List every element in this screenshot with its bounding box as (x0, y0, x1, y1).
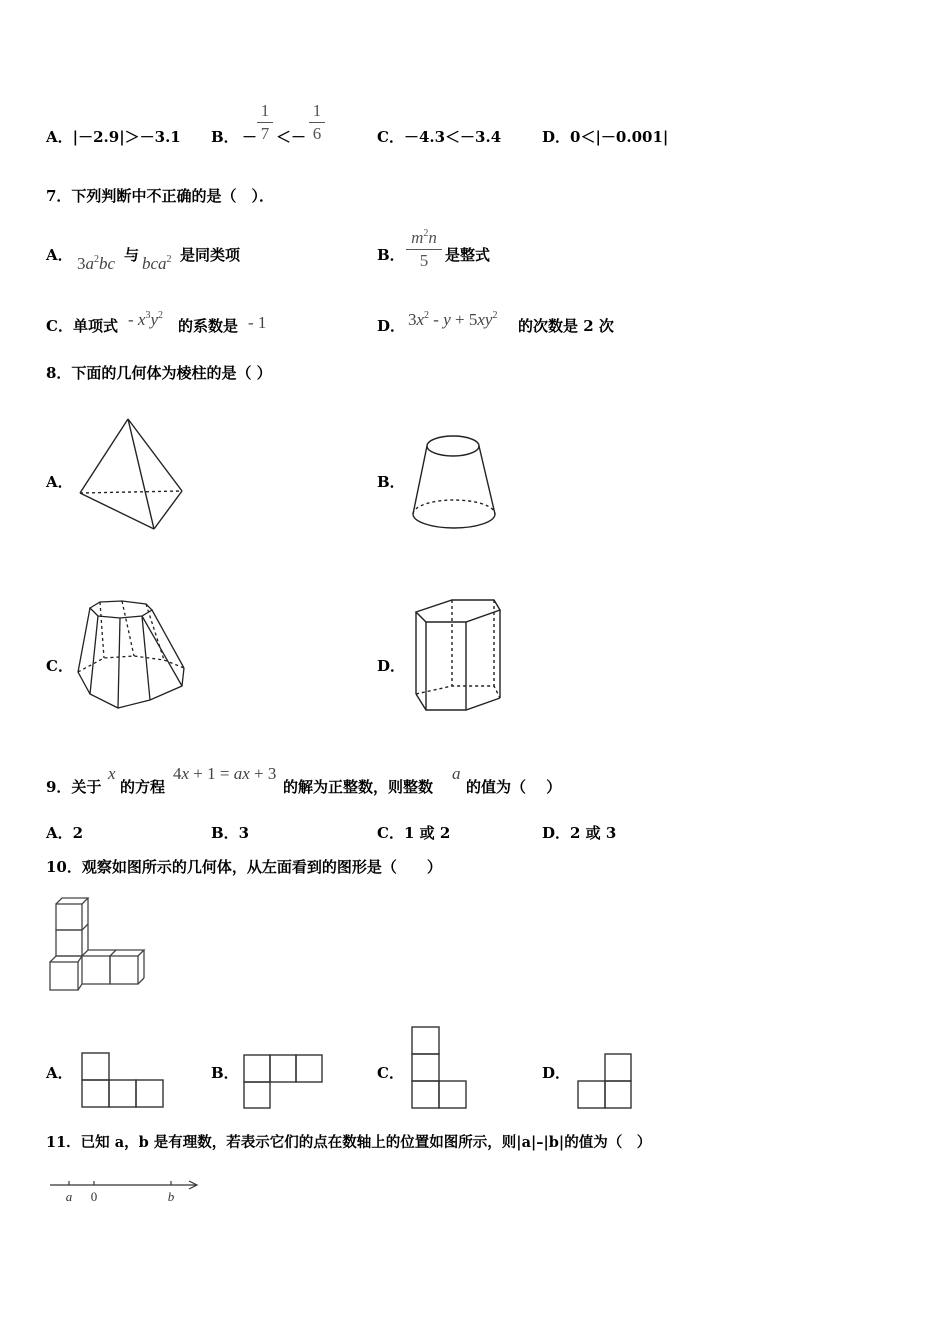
q9-stem-part2: 的方程 (120, 778, 166, 796)
axis-label-b: b (167, 1189, 175, 1204)
q9-option-c[interactable]: C．1 或 2 (377, 824, 451, 842)
q7-option-a-label[interactable]: A． (46, 246, 73, 264)
q9-option-a[interactable]: A．2 (46, 824, 84, 842)
q9-stem-part4: 的值为（ ） (466, 778, 562, 796)
q6-option-b-lt: ＜－ (276, 128, 307, 146)
q7-a-expr2: bca$^2$ (142, 254, 172, 273)
q8-option-b-label[interactable]: B． (377, 473, 405, 491)
option-label: D． (542, 128, 571, 146)
option-text: |－2.9|＞－3.1 (72, 128, 181, 146)
q8-option-a-label[interactable]: A． (46, 473, 73, 491)
tetrahedron-figure (70, 415, 190, 535)
q6-option-d[interactable] (542, 128, 668, 146)
fraction-numerator: 1 (312, 101, 322, 120)
q6-fraction-1 (257, 101, 273, 144)
q6-option-a[interactable] (46, 128, 181, 146)
q7-stem: 7．下列判断中不正确的是（ ）． (46, 187, 274, 205)
option-text: －4.3＜－3.4 (403, 128, 502, 146)
q10-option-c-view (411, 1026, 469, 1110)
q10-option-a-label[interactable]: A． (46, 1064, 73, 1082)
q7-option-d-label[interactable]: D． (377, 317, 406, 335)
fraction-denominator: 7 (260, 124, 270, 143)
q10-stem: 10．观察如图所示的几何体，从左面看到的图形是（ ） (46, 858, 442, 876)
q7-c-val: - 1 (248, 313, 267, 332)
option-label: A． (46, 128, 73, 146)
fraction-denominator: 6 (312, 124, 322, 143)
q7-b-tail: 是整式 (445, 246, 491, 264)
q7-c-expr: - $x^3y^2$ (128, 310, 164, 329)
q10-option-d-label[interactable]: D． (542, 1064, 571, 1082)
q9-option-d[interactable]: D．2 或 3 (542, 824, 617, 842)
fraction-bar (309, 122, 325, 123)
option-text: 0＜|－0.001| (570, 128, 669, 146)
q6-option-b-label[interactable]: B． (211, 128, 239, 146)
q6-option-b-minus: － (242, 128, 258, 146)
q10-option-d-view (577, 1053, 635, 1110)
q6-option-c[interactable] (377, 128, 501, 146)
q7-d-tail: 的次数是 2 次 (518, 317, 614, 335)
q8-option-c-label[interactable]: C． (46, 657, 73, 675)
q7-a-tail: 是同类项 (180, 246, 241, 264)
hexagonal-prism-figure (410, 594, 510, 718)
q10-option-a-view (81, 1052, 165, 1109)
q8-stem: 8．下面的几何体为棱柱的是（ ） (46, 364, 272, 382)
q7-c-mid: 的系数是 (178, 317, 239, 335)
frustum-of-pyramid-figure (74, 598, 194, 718)
q11-stem: 11．已知 a，b 是有理数，若表示它们的点在数轴上的位置如图所示，则|a|–|b|的值为（ ） (46, 1134, 652, 1151)
q9-stem-part3: 的解为正整数，则整数 (283, 778, 434, 796)
cube-stack-figure (46, 894, 156, 994)
option-label: C． (377, 128, 404, 146)
number-line (48, 1176, 203, 1206)
fraction-numerator: 1 (260, 101, 270, 120)
q7-b-fraction (406, 224, 442, 271)
q9-stem-part1: 9．关于 (46, 778, 102, 796)
q9-var-a: a (452, 764, 461, 783)
frustum-of-cone-figure (405, 432, 505, 532)
fraction-bar (257, 122, 273, 123)
q9-var-x: x (108, 764, 116, 783)
q10-option-b-view (243, 1054, 325, 1110)
q6-fraction-2 (309, 101, 325, 144)
q10-option-c-label[interactable]: C． (377, 1064, 404, 1082)
q7-a-mid: 与 (124, 246, 140, 264)
axis-label-a: a (65, 1189, 73, 1204)
fraction-denominator: 5 (419, 251, 429, 270)
q7-option-b-label[interactable]: B． (377, 246, 405, 264)
q9-option-b[interactable]: B．3 (211, 824, 250, 842)
q9-equation: 4x + 1 = ax + 3 (173, 764, 277, 783)
fraction-bar (406, 249, 442, 250)
q7-a-expr1: $3a^2bc$ (77, 254, 116, 273)
axis-label-zero: 0 (90, 1189, 98, 1204)
fraction-numerator: $m^2n$ (411, 228, 437, 247)
q8-option-d-label[interactable]: D． (377, 657, 406, 675)
q7-option-c-label[interactable]: C．单项式 (46, 317, 118, 335)
q10-option-b-label[interactable]: B． (211, 1064, 239, 1082)
q7-d-expr: $3x^2 - y + 5xy^2$ (408, 310, 498, 329)
